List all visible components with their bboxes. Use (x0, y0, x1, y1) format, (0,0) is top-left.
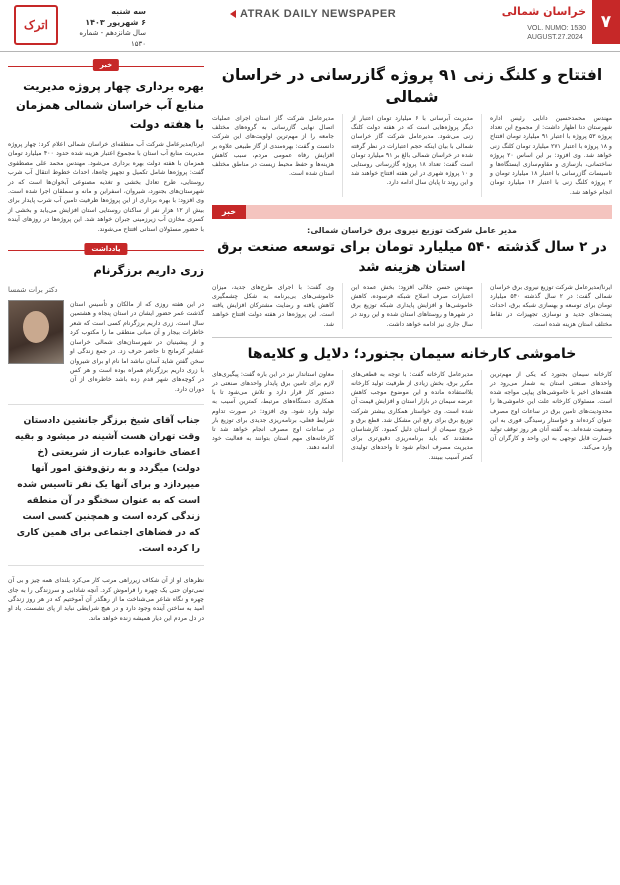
english-date: AUGUST.27.2024 (527, 34, 583, 41)
lead-body-1: مهندس محمدحسین دانایی رئیس اداره شهرستان دنا اظهار داشت: از مجموع این تعداد پروژه ۵۳ پروژه با اعتبار ۹۱ میلیارد تومان افتتاح و ۱۸ پروژه با اعتبار ۲۷۱ میلیارد تومان کلنگ زنی خواهد شد. وی افزود: بر این اساس ۲۰ پروژه ساختمانی، بازسازی و مقاوم‌سازی ایستگاه‌ها و تاسیسات گازرسانی با اعتبار ۱۸ میلیارد تومان و ۲ پروژه کلنگ زنی با اعتبار ۱۶ میلیارد تومان انجام خواهد شد. (490, 115, 613, 196)
second-column-2 (351, 283, 473, 329)
section-label[interactable]: خراسان شمالی (501, 5, 586, 18)
third-body-2: مدیرعامل کارخانه گفت: با توجه به قطعی‌های مکرر برق، بخش زیادی از ظرفیت تولید کارخانه بلااستفاده مانده و این موضوع موجب کاهش عرضه سیمان در بازار استان و افزایش قیمت آن شده است. وی خواستار همکاری بیشتر شرکت توزیع برق برای رفع این مشکل شد. قطع برق و خروج سیمان از استان دلیل کمبود. کارشناسان معتقدند که باید برنامه‌ریزی دقیق‌تری برای مدیریت مصرف انجام شود تا واحدهای تولیدی کمتر آسیب ببینند. (351, 370, 473, 461)
page-number: ۷ (592, 0, 620, 44)
newspaper-logo[interactable] (14, 5, 58, 45)
byline: دکتر برات شمسا (8, 286, 58, 295)
author-row (8, 300, 204, 394)
lead-article (212, 114, 612, 197)
author-photo (8, 300, 64, 364)
lead-body-2: مدیریت آبرسانی با ۶ میلیارد تومان اعتبار از دیگر پروژه‌هایی است که در هفته دولت کلنگ زنی می‌شود. مدیرعامل شرکت گاز خراسان شمالی با بیان اینکه حجم اعتبارات در نظر گرفته شده در خراسان شمالی بالغ بر ۹۱ میلیارد تومان است گفت: تعداد ۱۸ پروژه گازرسانی روستایی و ۱۰ پروژه شهری در این هفته افتتاح خواهند شد و این روند تا پایان سال ادامه دارد. (351, 115, 474, 187)
issue-info: سال شانزدهم - شماره ۱۵۳۰ (79, 29, 146, 48)
sidebar-body-note: در این هفته روزی که از مالکان و تأسیس استان گذشت عمر حضور ایشان در استان پنجاه و هشتمین سال است. زری داریم برزگرنام کسی است که شعر خاطرات بیجار و آن مبانی منطقی ما را مکتوب کرد و از پیشینیان در شهرستان‌های شمالی خراسان عشایر کرمانج تا حاضر حرف زد. در جمع زندگی او سخن گفتن شاید آسان نباشد اما نام او برای شیروان با زری داریم برزگرنام همراه بوده است و هر کس در کوچه‌های شهر قدم زده باشد خاطره‌ای از آن دوران دارد. (69, 301, 204, 393)
second-kicker: مدیر عامل شرکت توزیع نیروی برق خراسان شمالی: (307, 224, 517, 235)
second-body-1: ایرنا/مدیرعامل شرکت توزیع نیروی برق خراسان شمالی گفت: در ۲ سال گذشته ۵۴۰ میلیارد تومان برای توسعه و بهسازی شبکه برق، احداث پست‌های جدید و نوسازی تجهیزات در نقاط مختلف استان هزینه شده است. (490, 283, 612, 328)
volume-number: VOL. NUMO: 1530 (527, 25, 586, 32)
news-strip-chip: خبر (212, 205, 246, 219)
third-article (212, 370, 612, 462)
lead-body-3: مدیرعامل شرکت گاز استان اجرای عملیات اتصال نهایی گازرسانی به گروه‌های مختلف جامعه را از مهم‌ترین اولویت‌های این شرکت دانست و گفت: بهره‌مندی از گاز طبیعی علاوه بر افزایش رفاه عمومی مردم، سبب کاهش هزینه‌ها و حفظ محیط زیست در مناطق مختلف استان شده است. (212, 115, 334, 178)
column-rule (481, 370, 482, 462)
masthead (0, 0, 620, 52)
sidebar-divider-news (8, 61, 204, 69)
volume-info (527, 24, 586, 42)
pull-quote: جناب آقای شیخ برزگر جانشین دادستان وقت تهران هست آشینه در میشود و بقیه اعضای خانواده عبارت از شریعتی (خ دولت) میگردد و به رتق‌وفتق امور آنها میپردازد و برای آنها یک نفر تاسیس شده است که به عنوان سخنگو در آن منطقه زندگی کرده است و همچنین کسی است که در فضاهای اجتماعی برای همین کاری را کرده است. (8, 404, 204, 566)
column-rule (481, 283, 482, 329)
second-column-1 (490, 283, 612, 329)
third-column-1 (490, 370, 612, 462)
weekday: سه شنبه (111, 7, 146, 16)
logo-text: اترک (23, 18, 49, 32)
second-body-2: مهندس حسن جلالی افزود: بخش عمده این اعتبارات صرف اصلاح شبکه فرسوده، کاهش خاموشی‌ها و افزایش پایداری شبکه توزیع برق در شهرها و روستاهای استان شده و این روند در سال جاری نیز ادامه خواهد داشت. (351, 283, 473, 328)
news-strip (212, 205, 612, 219)
column-rule (342, 283, 343, 329)
paper-name (230, 8, 396, 20)
main-column (212, 60, 612, 875)
note-chip: یادداشت (84, 243, 127, 255)
sidebar-body-water: ایرنا/مدیرعامل شرکت آب منطقه‌ای خراسان شمالی اعلام کرد: چهار پروژه مدیریت منابع آب استان با مجموع اعتبار هزینه شده حدود ۴۰۰ میلیارد تومان همزمان با هفته دولت بهره برداری می‌شود. مهندس محمد علی مصطفوی گفت: پروژه‌ها شامل تکمیل و تجهیز چاه‌ها، احداث خطوط انتقال آب شرب روستایی، طرح تعادل بخشی و تغذیه مصنوعی آبخوان‌ها است که در شهرستان‌های بجنورد، شیروان، اسفراین و مانه و سملقان اجرا شده است. وی افزود: با بهره برداری از این پروژه‌ها ظرفیت تامین آب شرب پایدار برای بیش از ۱۲ هزار نفر از ساکنان روستایی استان افزایش می‌یابد و بخشی از کسری مخازن آب زیرزمینی جبران خواهد شد. این پروژه‌ها در روزهای آینده با حضور مسئولان استانی افتتاح می‌شوند. (8, 141, 205, 233)
second-body-3: وی گفت: با اجرای طرح‌های جدید، میزان خاموشی‌های بی‌برنامه به شکل چشمگیری کاهش یافته و رضایت مشترکان افزایش یافته است. این پروژه‌ها در هفته دولت افتتاح خواهند شد. (212, 283, 334, 328)
second-column-3 (212, 283, 334, 329)
sidebar-headline-note[interactable]: زری داریم برزگرنام (93, 263, 204, 278)
second-article (212, 283, 612, 329)
left-sidebar (8, 60, 204, 875)
column-rule (342, 370, 343, 462)
column-rule (481, 114, 482, 197)
persian-date: ۶ شهریور ۱۴۰۳ (85, 18, 146, 27)
column-rule (342, 114, 343, 197)
sidebar-body-closing: نظرهای او از آن شکاف زیرراهی مرتب کار می‌کرد بلندای همه چیز و بی آن نمی‌توان حتی یک چهره را فراموش کرد. آنچه شادابی و سرزندگی را به جای چهره و نگاه شاعر می‌شناخت ما از رهگذر آن آموختیم که در هر روز زندگی امید به ساختن آینده وجود دارد و در هیچ شرایطی نباید از پای نشست. یاد او در دل مردم این دیار همیشه زنده خواهد ماند. (8, 577, 204, 622)
third-headline[interactable]: خاموشی کارخانه سیمان بجنورد؛ دلایل و کلایه‌ها (212, 337, 612, 364)
news-chip: خبر (93, 59, 119, 71)
paper-name-text: ATRAK DAILY NEWSPAPER (240, 8, 397, 20)
sidebar-divider-note (8, 245, 204, 254)
arrow-icon (230, 10, 236, 18)
sidebar-headline-water[interactable]: بهره برداری چهار پروژه مدیریت منابع آب خراسان شمالی همزمان با هفته دولت (15, 79, 204, 131)
lead-headline[interactable]: افتتاح و کلنگ زنی ۹۱ پروژه گازرسانی در خراسان شمالی (221, 66, 603, 106)
second-headline[interactable]: در ۲ سال گذشته ۵۴۰ میلیارد تومان برای توسعه صنعت برق استان هزینه شد (217, 238, 607, 275)
lead-column-3 (212, 114, 334, 197)
third-body-1: کارخانه سیمان بجنورد که یکی از مهم‌ترین واحدهای صنعتی استان به شمار می‌رود در هفته‌های اخیر با خاموشی‌های پیاپی مواجه شده است. مسئولان کارخانه علت این خاموشی‌ها را محدودیت‌های تامین برق در ساعات اوج مصرف عنوان کرده‌اند و خواستار رسیدگی فوری به این وضعیت شده‌اند. به گفته آنان هر روز توقف تولید خسارت قابل توجهی به این واحد و کارگران آن وارد می‌کند. (490, 370, 612, 452)
third-column-3 (212, 370, 334, 462)
lead-column-2 (351, 114, 473, 197)
lead-column-1 (490, 114, 612, 197)
third-column-2 (351, 370, 473, 462)
date-block (66, 6, 146, 50)
third-body-3: معاون استاندار نیز در این باره گفت: پیگیری‌های لازم برای تامین برق پایدار واحدهای صنعتی در دستور کار قرار دارد و تلاش می‌شود تا با همکاری دستگاه‌های مرتبط، کمترین آسیب به تولید وارد شود. وی افزود: در صورت تداوم شرایط فعلی، برنامه‌ریزی جدیدی برای توزیع بار در ساعات اوج مصرف انجام خواهد شد تا کارخانه‌های مهم استان بتوانند به فعالیت خود ادامه دهند. (212, 370, 334, 452)
